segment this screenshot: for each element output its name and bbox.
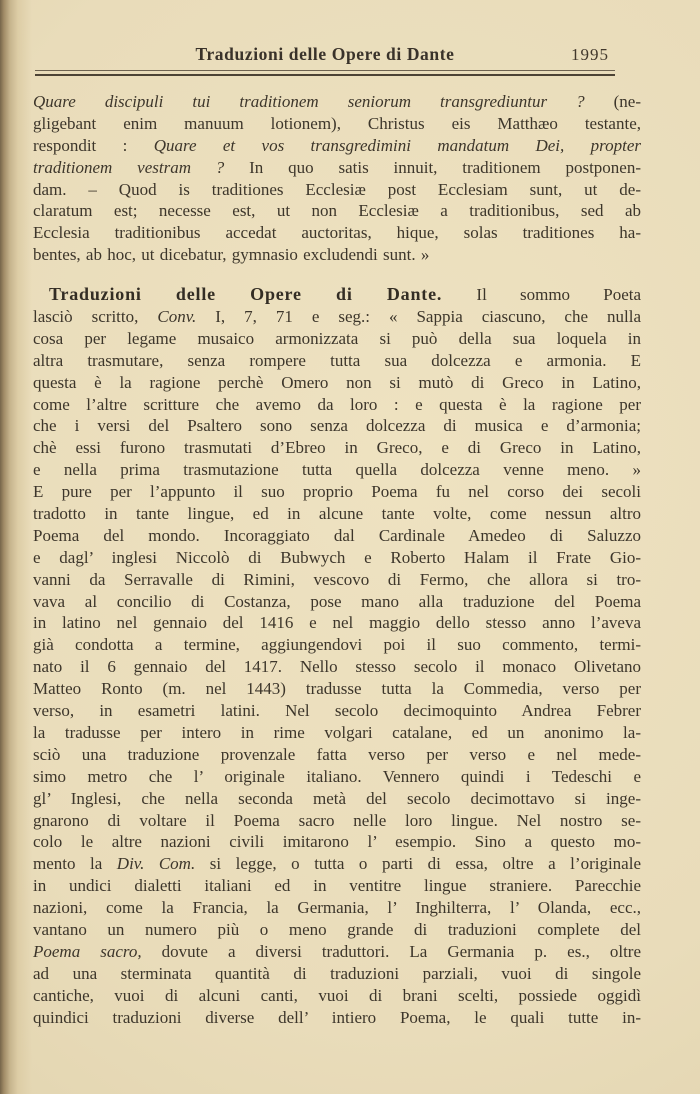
text-segment: vantano un numero più o meno grande di traduzioni complete del <box>33 919 641 939</box>
text-line <box>33 547 641 569</box>
text-line <box>33 985 641 1007</box>
text-segment: Poema sacro, <box>33 941 142 961</box>
text-segment: e dagl’ inglesi Niccolò di Bubwych e Roberto Halam il Frate Gio- <box>33 547 641 567</box>
text-line <box>33 1007 641 1029</box>
text-line <box>33 328 641 350</box>
text-segment: vanni da Serravalle di Rimini, vescovo di Fermo, che allora si tro- <box>33 569 641 589</box>
paragraph <box>33 91 641 266</box>
text-segment: E pure per l’appunto il suo proprio Poema fu nel corso dei secoli <box>33 482 641 502</box>
text-line <box>33 634 641 656</box>
text-segment: bentes, ab hoc, ut dicebatur, gymnasio excludendi sunt. » <box>33 245 430 265</box>
text-segment: gnarono di voltare il Poema sacro nelle loro lingue. Nel nostro se- <box>33 810 641 830</box>
running-header <box>35 44 615 66</box>
text-line <box>33 244 641 266</box>
text-segment: chè essi furono trasmutati d’Ebreo in Greco, e di Greco in Latino, <box>33 438 641 458</box>
text-line <box>33 810 641 832</box>
text-segment: Il sommo Poeta <box>476 285 642 305</box>
text-segment: respondit : <box>33 135 154 155</box>
text-line <box>33 179 641 201</box>
text-segment: Quare et vos transgredimini mandatum Dei, propter <box>153 135 641 155</box>
text-segment: simo metro che l’ originale italiano. Vennero quindi i Tedeschi e <box>33 766 641 786</box>
text-line <box>33 853 641 875</box>
text-segment: tradotto in tante lingue, ed in alcune tante volte, come nessun altro <box>33 504 641 524</box>
text-segment: dovute a diversi traduttori. La Germania p. es., oltre <box>141 941 642 961</box>
text-segment: ad una sterminata quantità di traduzioni parziali, vuoi di singole <box>33 963 641 983</box>
text-line <box>33 569 641 591</box>
text-segment: in undici dialetti italiani ed in ventitre lingue straniere. Parecchie <box>33 876 641 896</box>
text-segment: nazioni, come la Francia, la Germania, l’ Inghilterra, l’ Olanda, ecc., <box>33 898 641 918</box>
text-segment: (ne- <box>613 92 641 111</box>
paragraph <box>33 284 641 1028</box>
text-line <box>33 897 641 919</box>
text-line <box>33 481 641 503</box>
text-segment: come l’altre scritture che avemo da loro : e questa è la ragione per <box>33 394 641 414</box>
text-line <box>33 222 641 244</box>
text-segment: cantiche, vuoi di alcuni canti, vuoi di brani scelti, possiede oggidì <box>33 985 641 1005</box>
text-line <box>33 831 641 853</box>
text-segment: gligebant enim manuum lotionem), Christus eis Matthæo testante, <box>33 113 641 133</box>
text-segment: Poema del mondo. Incoraggiato dal Cardinale Amedeo di Saluzzo <box>33 525 641 545</box>
text-line <box>33 157 641 179</box>
text-line <box>33 525 641 547</box>
text-segment: cosa per legame musaico armonizzata si può della sua loquela in <box>33 328 641 348</box>
text-line <box>33 350 641 372</box>
text-segment: In quo satis innuit, traditionem postponen- <box>249 157 641 177</box>
text-segment: quindici traduzioni diverse dell’ intiero Poema, le quali tutte in- <box>33 1007 641 1027</box>
text-line <box>33 135 641 157</box>
text-segment: in latino nel gennaio del 1416 e nel maggio dello stesso anno l’aveva <box>33 613 641 633</box>
text-line <box>33 394 641 416</box>
text-segment: già condotta a termine, aggiungendovi poi il suo commento, termi- <box>33 635 641 655</box>
text-line <box>33 415 641 437</box>
text-segment: gl’ Inglesi, che nella seconda metà del secolo decimottavo si inge- <box>33 788 641 808</box>
text-line <box>33 722 641 744</box>
text-segment: I, 7, 71 e seg.: « Sappia ciascuno, che nulla <box>196 307 641 327</box>
text-segment: che i versi del Psaltero sono senza dolcezza di musica e d’armonia; <box>33 416 641 436</box>
text-segment: Quare discipuli tui traditionem seniorum transgrediuntur ? <box>33 92 614 111</box>
running-title: Traduzioni delle Opere di Dante <box>195 44 455 64</box>
text-segment: Div. Com. <box>116 854 196 874</box>
text-line <box>33 612 641 634</box>
text-segment: vava al concilio di Costanza, pose mano alla traduzione del Poema <box>33 591 641 611</box>
header-rule-thin <box>35 70 615 71</box>
text-line <box>33 875 641 897</box>
text-line <box>33 437 641 459</box>
text-line <box>33 678 641 700</box>
text-segment: verso, in esametri latini. Nel secolo decimoquinto Andrea Febrer <box>33 701 641 721</box>
text-segment: claratum est; necesse est, ut non Ecclesiæ a traditionibus, sed ab <box>33 201 641 221</box>
text-line <box>33 744 641 766</box>
text-segment: la tradusse per intero in rime volgari catalane, ed un anonimo la- <box>33 722 641 742</box>
text-segment: altra trasmutare, senza rompere tutta sua dolcezza e armonia. E <box>33 350 641 370</box>
page-number: 1995 <box>571 45 609 64</box>
text-segment: questa è la ragione perchè Omero non si mutò di Greco in Latino, <box>33 372 641 392</box>
text-line <box>33 113 641 135</box>
header-rule-thick <box>35 74 615 76</box>
text-segment: Ecclesia traditionibus accedat auctoritas, hique, solas traditiones ha- <box>33 223 641 243</box>
text-line <box>33 91 641 113</box>
text-line <box>33 766 641 788</box>
page-text <box>33 91 641 1028</box>
text-line <box>33 941 641 963</box>
text-line <box>33 656 641 678</box>
text-segment: lasciò scritto, <box>33 307 158 327</box>
text-segment: Conv. <box>157 307 197 327</box>
text-line <box>33 591 641 613</box>
text-line <box>33 919 641 941</box>
text-line <box>33 459 641 481</box>
text-line <box>33 963 641 985</box>
text-segment: dam. – Quod is traditiones Ecclesiæ post Ecclesiam sunt, ut de- <box>33 179 641 199</box>
text-segment: mento la <box>33 854 117 874</box>
text-segment: si legge, o tutta o parti di essa, oltre a l’originale <box>195 854 641 874</box>
text-segment: sciò una traduzione provenzale fatta verso per verso e nel mede- <box>33 744 641 764</box>
text-segment: Traduzioni delle Opere di Dante. <box>49 284 477 305</box>
text-line <box>33 306 641 328</box>
text-segment: traditionem vestram ? <box>33 157 250 177</box>
text-segment: Matteo Ronto (m. nel 1443) tradusse tutta la Commedia, verso per <box>33 679 641 699</box>
text-line <box>33 200 641 222</box>
text-line <box>33 284 641 306</box>
text-line <box>33 700 641 722</box>
text-line <box>33 503 641 525</box>
text-segment: colo le altre nazioni civili imitarono l’ esempio. Sino a questo mo- <box>33 832 641 852</box>
text-line <box>33 788 641 810</box>
text-segment: nato il 6 gennaio del 1417. Nello stesso secolo il monaco Olivetano <box>33 657 641 677</box>
text-segment: e nella prima trasmutazione tutta quella dolcezza venne meno. » <box>33 460 641 480</box>
text-line <box>33 372 641 394</box>
